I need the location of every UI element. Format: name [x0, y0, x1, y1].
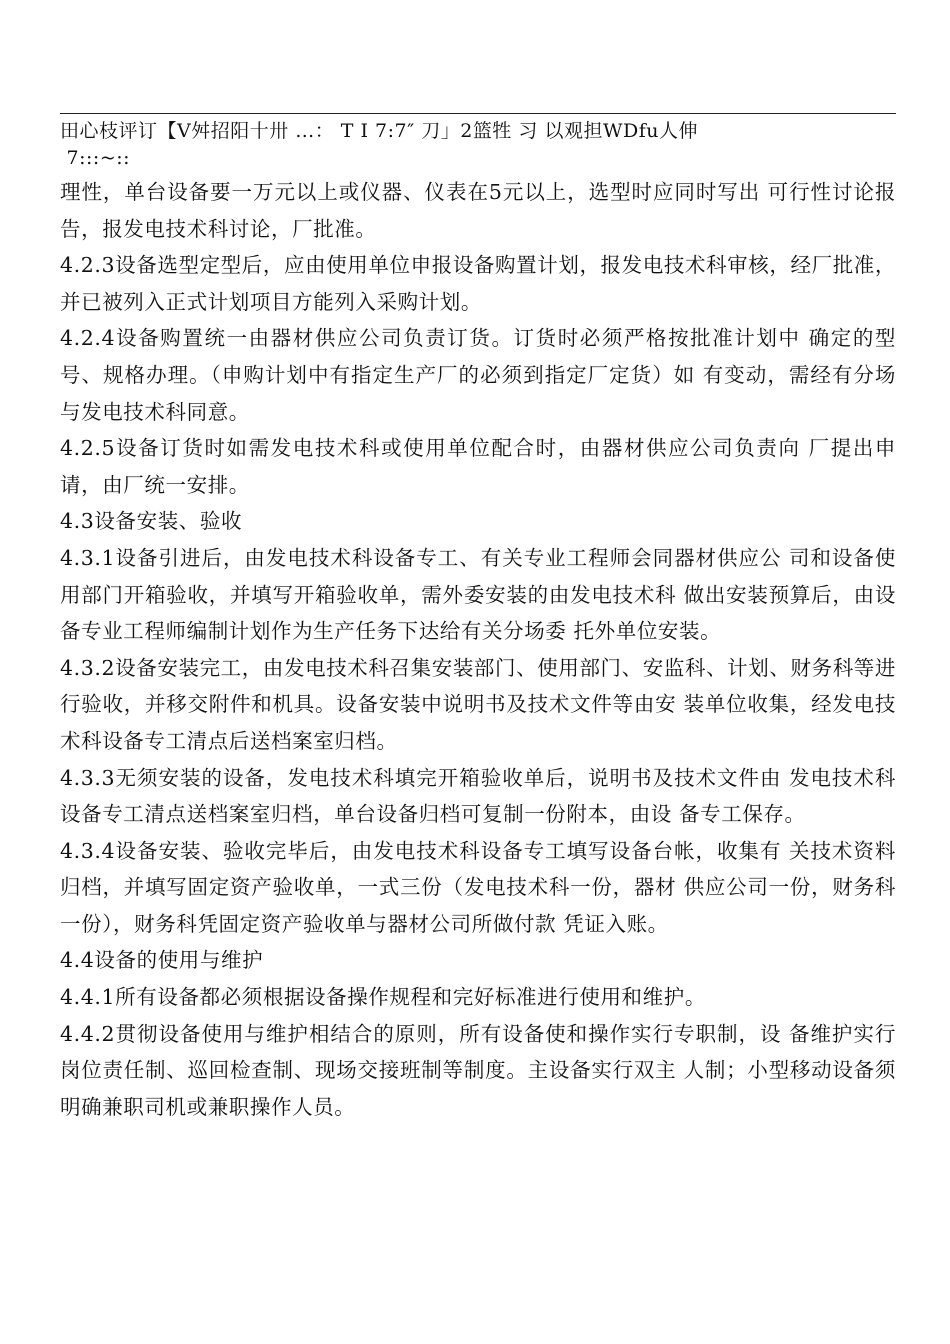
- garbled-header-text: [60, 118, 896, 172]
- document-body: [60, 174, 896, 1125]
- garbled-header-line-1: 田心枝评订【V舛招阳十卅 …： T I 7:7″ 刀」2篮牲 习 以观担WDfu人伸: [60, 120, 698, 142]
- paragraph-4-2-3: 4.2.3设备选型定型后，应由使用单位申报设备购置计划，报发电技术科审核，经厂批准，并已被列入正式计划项目方能列入采购计划。: [60, 253, 896, 314]
- paragraph-4-2-2-continued: 理性，单台设备要一万元以上或仪器、仪表在5元以上，选型时应同时写出 可行性讨论报告，报发电技术科讨论，厂批准。: [60, 180, 896, 241]
- garbled-header-line-2: 7:::~::: [60, 147, 131, 169]
- paragraph-4-3-4: 4.3.4设备安装、验收完毕后，由发电技术科设备专工填写设备台帐，收集有 关技术资料归档，并填写固定资产验收单，一式三份（发电技术科一份，器材 供应公司一份，财务科一份），财务科凭固定资产验收单与器材公司所做付款 凭证入账。: [60, 838, 896, 936]
- header-rule: [60, 113, 896, 114]
- section-heading-4-4: 4.4设备的使用与维护: [60, 948, 264, 973]
- paragraph-4-3-2: 4.3.2设备安装完工，由发电技术科召集安装部门、使用部门、安监科、计划、财务科等进行验收，并移交附件和机具。设备安装中说明书及技术文件等由安 装单位收集，经发电技术科设备专工清点后送档案室归档。: [60, 655, 896, 753]
- paragraph-4-4-1: 4.4.1所有设备都必须根据设备操作规程和完好标准进行使用和维护。: [60, 985, 706, 1010]
- paragraph-4-2-4: 4.2.4设备购置统一由器材供应公司负责订货。订货时必须严格按批准计划中 确定的型号、规格办理。（申购计划中有指定生产厂的必须到指定厂定货）如 有变动，需经有分场与发电技术科同意。: [60, 326, 896, 424]
- paragraph-4-2-5: 4.2.5设备订货时如需发电技术科或使用单位配合时，由器材供应公司负责向 厂提出申请，由厂统一安排。: [60, 436, 896, 497]
- paragraph-4-3-1: 4.3.1设备引进后，由发电技术科设备专工、有关专业工程师会同器材供应公 司和设备使用部门开箱验收，并填写开箱验收单，需外委安装的由发电技术科 做出安装预算后，由设备专业工程师编制计划作为生产任务下达给有关分场委 托外单位安装。: [60, 545, 896, 644]
- paragraph-4-3-3: 4.3.3无须安装的设备，发电技术科填完开箱验收单后，说明书及技术文件由 发电技术科设备专工清点送档案室归档，单台设备归档可复制一份附本，由设 备专工保存。: [60, 765, 896, 827]
- paragraph-4-4-2: 4.4.2贯彻设备使用与维护相结合的原则，所有设备使和操作实行专职制，设 备维护实行岗位责任制、巡回检查制、现场交接班制等制度。主设备实行双主 人制；小型移动设备须明确兼职司机或兼职操作人员。: [60, 1021, 896, 1119]
- section-heading-4-3: 4.3设备安装、验收: [60, 509, 243, 534]
